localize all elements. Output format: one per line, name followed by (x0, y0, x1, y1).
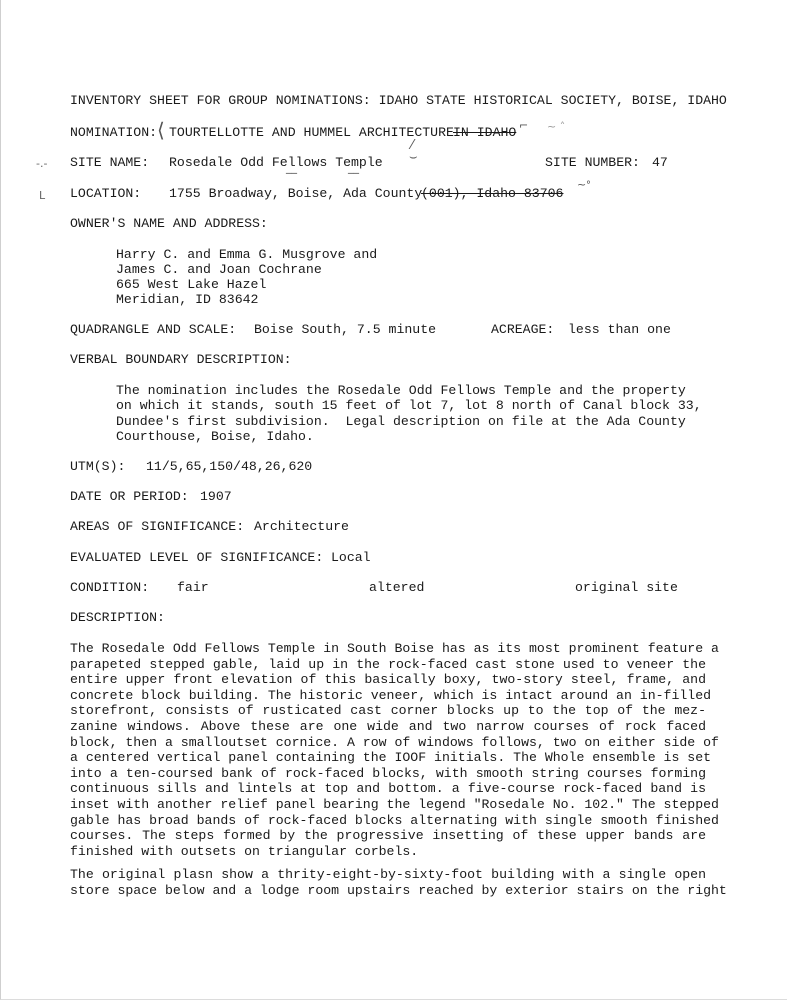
description-line: The original plasn show a thrity-eight-by-sixty-foot building with a single open (70, 867, 706, 882)
description-line: The Rosedale Odd Fellows Temple in South Boise has as its most prominent feature a (70, 641, 719, 656)
acreage-value: less than one (568, 322, 671, 337)
boundary-label: VERBAL BOUNDARY DESCRIPTION: (70, 352, 292, 367)
description-line: concrete block building. The historic veneer, which is intact around an in-filled (70, 687, 712, 703)
acreage-label: ACREAGE: (491, 322, 555, 337)
owner-line: Meridian, ID 83642 (116, 292, 259, 307)
description-paragraph-2 (70, 867, 727, 898)
description-line: courses. The steps formed by the progressive insetting of these upper bands are (70, 828, 706, 844)
site-name-value: Rosedale Odd Fellows Temple (169, 155, 383, 170)
description-line: storefront, consists of rusticated cast corner blocks up to the top of the mez- (70, 703, 706, 719)
handwritten-check-mark-2: ⌣ (409, 150, 418, 165)
owner-label: OWNER'S NAME AND ADDRESS: (70, 216, 268, 231)
description-line: gable has broad bands of rock-faced blocks alternating with single smooth finished (70, 812, 719, 828)
sheet-header: INVENTORY SHEET FOR GROUP NOMINATIONS: IDAHO STATE HISTORICAL SOCIETY, BOISE, IDAHO (70, 93, 727, 108)
utm-value: 11/5,65,150/48,26,620 (146, 459, 313, 474)
boundary-line: Courthouse, Boise, Idaho. (116, 429, 314, 444)
quadrangle-value: Boise South, 7.5 minute (254, 322, 437, 337)
owner-line: James C. and Joan Cochrane (116, 262, 322, 277)
condition-state: fair (177, 580, 209, 595)
site-name-label: SITE NAME: (70, 155, 150, 170)
utm-label: UTM(S): (70, 459, 126, 474)
nomination-value: TOURTELLOTTE AND HUMMEL ARCHITECTURE (169, 125, 454, 140)
description-line: finished with outsets on triangular corbels. (70, 843, 419, 859)
margin-tick-mark-2: ᒪ (39, 189, 46, 202)
boundary-line: Dundee's first subdivision. Legal description on file at the Ada County (116, 414, 686, 429)
handwritten-dash-mark: ‾‾ (286, 171, 297, 184)
boundary-line: The nomination includes the Rosedale Odd Fellows Temple and the property (116, 383, 686, 398)
level-value: Local (331, 550, 371, 565)
location-label: LOCATION: (70, 186, 142, 201)
location-value: 1755 Broadway, Boise, Ada County (169, 186, 423, 201)
description-line: a centered vertical panel containing the IOOF initials. The Whole ensemble is set (70, 750, 712, 766)
condition-label: CONDITION: (70, 580, 150, 595)
description-line: store space below and a lodge room upstairs reached by exterior stairs on the right (70, 882, 727, 898)
date-label: DATE OR PERIOD: (70, 489, 189, 504)
boundary-line: on which it stands, south 15 feet of lot 7, lot 8 north of Canal block 33, (116, 398, 702, 413)
handwritten-scribble-mark: ~ ˄ (547, 120, 566, 133)
condition-site: original site (575, 580, 678, 595)
nomination-struck-text: IN IDAHO (453, 125, 517, 140)
handwritten-check-mark: ⁄ (411, 138, 414, 153)
description-line: inset with another relief panel bearing the legend "Rosedale No. 102." The stepped (70, 796, 719, 812)
quadrangle-label: QUADRANGLE AND SCALE: (70, 322, 237, 337)
level-label: EVALUATED LEVEL OF SIGNIFICANCE: (70, 550, 324, 565)
description-line: block, then a smalloutset cornice. A row of windows follows, two on either side of (70, 734, 719, 750)
description-line: into a ten-coursed bank of rock-faced blocks, with smooth string courses forming (70, 765, 706, 781)
handwritten-loop-mark: ~ᐤ (577, 178, 591, 191)
description-line: entire upper front elevation of this basically boxy, two-story steel, frame, and (70, 672, 706, 688)
description-line: parapeted stepped gable, laid up in the rock-faced cast stone used to veneer the (70, 656, 706, 672)
site-number-label: SITE NUMBER: (545, 155, 640, 170)
date-value: 1907 (200, 489, 232, 504)
location-struck-text: (001), Idaho 83706 (421, 186, 564, 201)
handwritten-dash-mark-2: ‾‾ (348, 171, 359, 184)
site-number-value: 47 (652, 155, 668, 170)
margin-tick-mark: ‐.‐ (36, 157, 48, 170)
description-line: zanine windows. Above these are one wide and two narrow courses of rock faced (70, 718, 706, 734)
areas-label: AREAS OF SIGNIFICANCE: (70, 519, 245, 534)
nomination-label: NOMINATION: (70, 125, 158, 140)
areas-value: Architecture (254, 519, 349, 534)
description-line: continuous sills and lintels at top and bottom. a five-course rock-faced band is (70, 781, 706, 797)
condition-altered: altered (369, 580, 425, 595)
owner-line: 665 West Lake Hazel (116, 277, 267, 292)
handwritten-bracket-mark: ⟨ (157, 118, 165, 142)
description-paragraph-1 (70, 641, 719, 859)
handwritten-arrow-mark: ⌐ (519, 119, 529, 132)
owner-line: Harry C. and Emma G. Musgrove and (116, 247, 378, 262)
description-label: DESCRIPTION: (70, 610, 165, 625)
